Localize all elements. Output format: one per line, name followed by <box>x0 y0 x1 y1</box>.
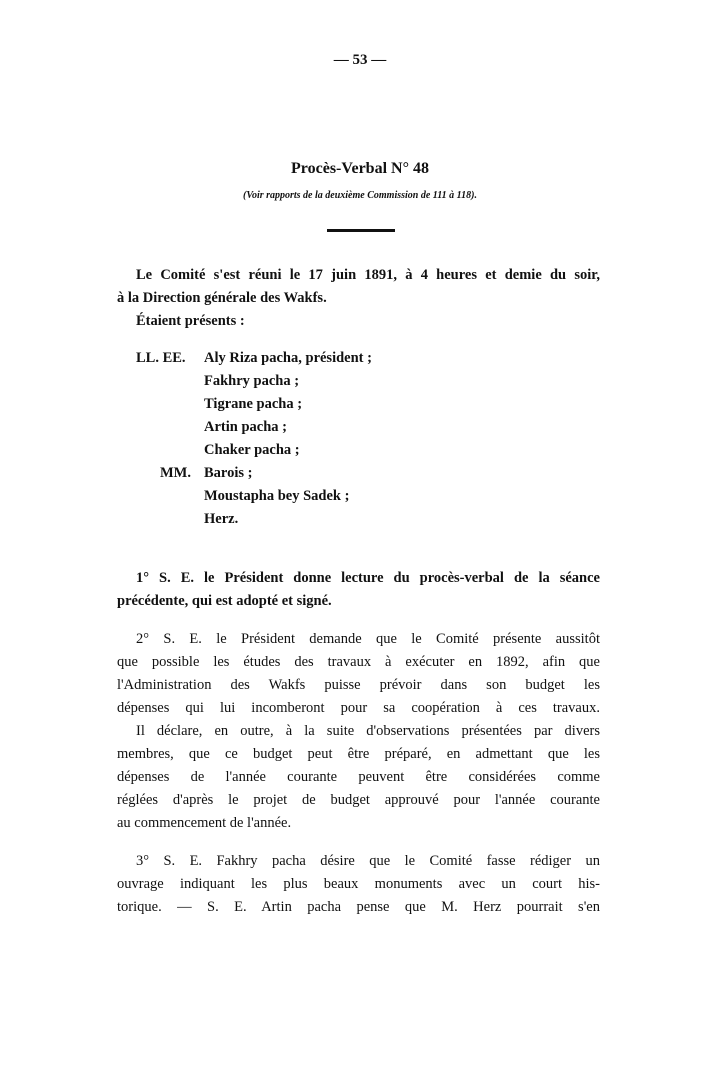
text-line: au commencement de l'année. <box>117 815 292 831</box>
member-name: Barois ; <box>204 465 253 481</box>
text-line: ouvrage indiquant les plus beaux monuments avec un court his- <box>117 876 600 892</box>
text-line: précédente, qui est adopté et signé. <box>117 593 332 609</box>
text-line: Le Comité s'est réuni le 17 juin 1891, à 4 heures et demie du soir, <box>136 267 600 283</box>
member-name: Chaker pacha ; <box>204 442 300 458</box>
text-line: à la Direction générale des Wakfs. <box>117 290 327 306</box>
member-name: Fakhry pacha ; <box>204 373 300 389</box>
members-label-mm: MM. <box>160 465 191 481</box>
divider <box>327 229 395 232</box>
member-name: Artin pacha ; <box>204 419 287 435</box>
text-line: 3° S. E. Fakhry pacha désire que le Comité fasse rédiger un <box>136 853 600 869</box>
members-label-ll-ee: LL. EE. <box>136 350 186 366</box>
page-title: Procès-Verbal N° 48 <box>291 160 429 177</box>
member-name: Moustapha bey Sadek ; <box>204 488 350 504</box>
text-line: réglées d'après le projet de budget approuvé pour l'année courante <box>117 792 600 808</box>
text-line: dépenses qui lui incomberont pour sa coopération à ces travaux. <box>117 700 600 716</box>
subtitle: (Voir rapports de la deuxième Commission de 111 à 118). <box>243 190 477 201</box>
page-number: — 53 — <box>333 52 387 68</box>
text-line: l'Administration des Wakfs puisse prévoir dans son budget les <box>117 677 600 693</box>
member-name: Aly Riza pacha, président ; <box>204 350 372 366</box>
text-line: 1° S. E. le Président donne lecture du procès-verbal de la séance <box>136 570 600 586</box>
member-name: Herz. <box>204 511 239 527</box>
text-line: Il déclare, en outre, à la suite d'observations présentées par divers <box>136 723 600 739</box>
text-line: dépenses de l'année courante peuvent être considérées comme <box>117 769 600 785</box>
text-line: 2° S. E. le Président demande que le Comité présente aussitôt <box>136 631 600 647</box>
text-line: que possible les études des travaux à exécuter en 1892, afin que <box>117 654 600 670</box>
text-line: Étaient présents : <box>136 313 245 329</box>
text-line: membres, que ce budget peut être préparé, en admettant que les <box>117 746 600 762</box>
member-name: Tigrane pacha ; <box>204 396 303 412</box>
text-line: torique. — S. E. Artin pacha pense que M. Herz pourrait s'en <box>117 899 600 915</box>
